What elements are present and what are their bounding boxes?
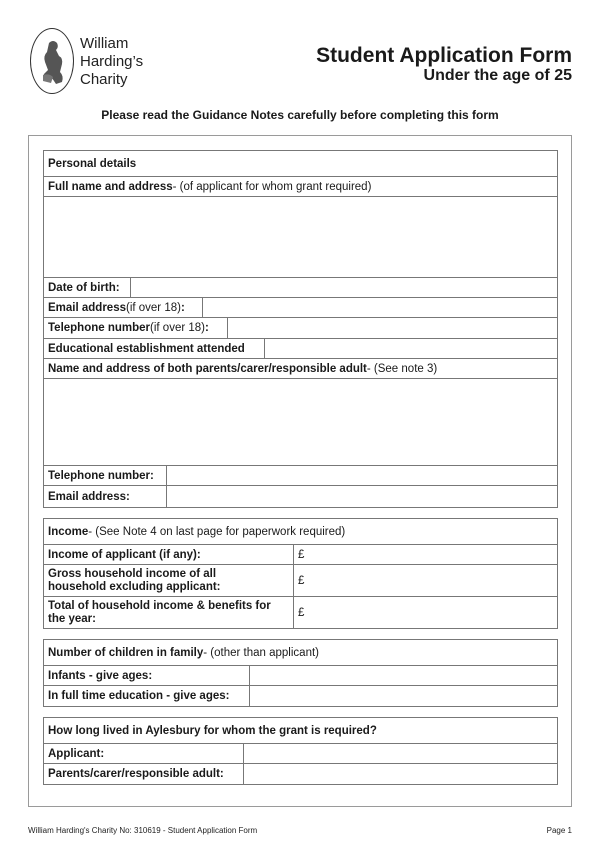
infants-label: Infants - give ages:: [48, 669, 153, 682]
aylesbury-parents-row: [44, 764, 557, 784]
guidance-notice: Please read the Guidance Notes carefully before completing this form: [101, 108, 499, 122]
gross-income-field[interactable]: [293, 565, 557, 596]
full-name-label: Full name and address - (of applicant for whom grant required): [48, 180, 372, 193]
charity-name-line: Harding’s: [80, 53, 144, 70]
section-heading-row: [44, 151, 557, 177]
education-label: Educational establishment attended: [48, 342, 245, 355]
fulltime-row: [44, 686, 557, 706]
parents-label: Name and address of both parents/carer/responsible adult - (See note 3): [48, 362, 438, 375]
currency-symbol: £: [298, 606, 305, 619]
parent-email-row: [44, 486, 557, 507]
charity-name-line: William: [80, 35, 129, 52]
phone-label: Telephone number (if over 18) :: [48, 322, 209, 334]
aylesbury-applicant-label: Applicant:: [48, 747, 105, 760]
full-name-label-row: [44, 177, 557, 197]
section-heading: How long lived in Aylesbury for whom the grant is required?: [48, 724, 377, 737]
email-field[interactable]: [202, 298, 557, 317]
applicant-income-label: Income of applicant (if any):: [48, 548, 201, 561]
total-income-label: Total of household income & benefits for the year:: [48, 599, 271, 625]
section-heading-row: [44, 718, 557, 744]
applicant-income-row: [44, 545, 557, 565]
full-name-address-field[interactable]: [44, 197, 557, 278]
parents-label-row: [44, 359, 557, 379]
education-field[interactable]: [264, 339, 557, 358]
charity-name: [80, 35, 143, 89]
charity-logo: [30, 28, 74, 94]
gross-income-row: [44, 565, 557, 597]
aylesbury-section: [43, 717, 558, 785]
section-heading-row: [44, 519, 557, 545]
dob-field[interactable]: [130, 278, 557, 297]
parent-phone-label: Telephone number:: [48, 469, 154, 482]
aylesbury-parents-label: Parents/carer/responsible adult:: [48, 768, 224, 780]
parent-phone-row: [44, 466, 557, 486]
income-section: [43, 518, 558, 629]
infants-row: [44, 666, 557, 686]
footer-text: William Harding's Charity No: 310619 - Student Application Form: [28, 826, 258, 835]
total-income-field[interactable]: [293, 597, 557, 628]
parent-email-field[interactable]: [166, 486, 557, 507]
total-income-row: [44, 597, 557, 628]
aylesbury-parents-field[interactable]: [243, 764, 557, 784]
personal-details-section: [43, 150, 558, 508]
section-heading: Income - (See Note 4 on last page for paperwork required): [48, 525, 346, 538]
email-row: [44, 298, 557, 318]
phone-field[interactable]: [227, 318, 557, 338]
education-row: [44, 339, 557, 359]
form-subtitle: Under the age of 25: [423, 67, 572, 84]
dob-label: Date of birth:: [48, 281, 120, 294]
applicant-income-field[interactable]: [293, 545, 557, 564]
form-title: Student Application Form: [316, 44, 572, 67]
parents-address-field[interactable]: [44, 379, 557, 466]
parent-email-label: Email address:: [48, 490, 130, 503]
parent-phone-field[interactable]: [166, 466, 557, 485]
aylesbury-applicant-row: [44, 744, 557, 764]
aylesbury-applicant-field[interactable]: [243, 744, 557, 763]
dob-row: [44, 278, 557, 298]
section-heading: Personal details: [48, 157, 137, 170]
page-number: Page 1: [546, 826, 572, 835]
statue-icon: [31, 29, 73, 93]
charity-name-line: Charity: [80, 71, 128, 88]
gross-income-label: Gross household income of all household excluding applicant:: [48, 567, 221, 593]
phone-row: [44, 318, 557, 339]
currency-symbol: £: [298, 548, 305, 561]
section-heading: Number of children in family - (other than applicant): [48, 646, 319, 659]
fulltime-label: In full time education - give ages:: [48, 690, 230, 702]
fulltime-field[interactable]: [249, 686, 557, 706]
email-label: Email address (if over 18) :: [48, 301, 185, 314]
currency-symbol: £: [298, 574, 305, 587]
children-section: [43, 639, 558, 707]
section-heading-row: [44, 640, 557, 666]
infants-field[interactable]: [249, 666, 557, 685]
